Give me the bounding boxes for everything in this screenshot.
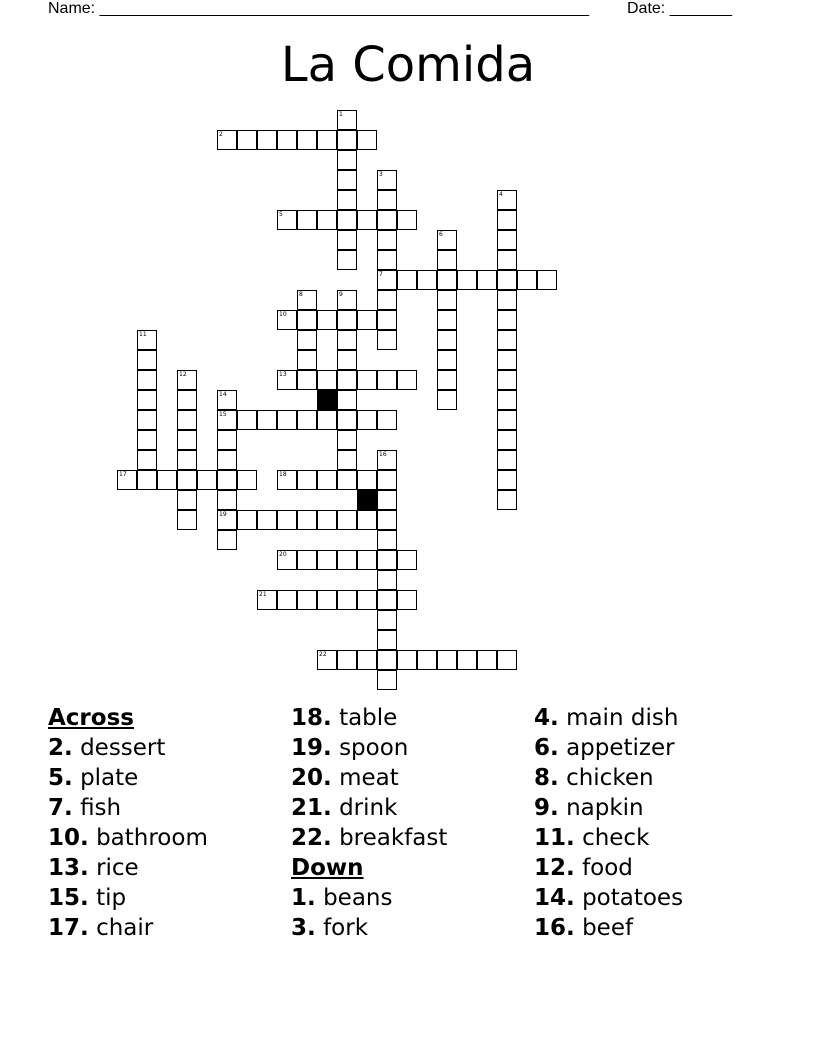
crossword-cell[interactable] — [437, 650, 457, 670]
across-clue — [291, 793, 447, 823]
crossword-cell[interactable] — [357, 470, 377, 490]
crossword-cell[interactable] — [117, 470, 137, 490]
cell-number: 11 — [139, 331, 147, 338]
crossword-cell[interactable] — [137, 410, 157, 430]
clue-number: 6. — [534, 735, 559, 761]
crossword-cell[interactable] — [297, 210, 317, 230]
crossword-cell[interactable] — [137, 430, 157, 450]
crossword-cell[interactable] — [377, 630, 397, 650]
crossword-cell[interactable] — [297, 510, 317, 530]
cell-number: 14 — [219, 391, 227, 398]
crossword-cell[interactable] — [377, 550, 397, 570]
page-title: La Comida — [280, 37, 536, 93]
crossword-cell[interactable] — [397, 550, 417, 570]
crossword-cell[interactable] — [297, 470, 317, 490]
clue-column-1 — [48, 703, 208, 943]
crossword-cell[interactable] — [357, 550, 377, 570]
crossword-cell[interactable] — [357, 130, 377, 150]
crossword-cell[interactable] — [437, 350, 457, 370]
date-field-label: Date: _______ — [627, 0, 732, 17]
crossword-cell[interactable] — [397, 210, 417, 230]
crossword-cell[interactable] — [217, 430, 237, 450]
crossword-cell[interactable] — [177, 390, 197, 410]
across-clue — [48, 883, 208, 913]
across-clue — [48, 913, 208, 943]
crossword-cell[interactable] — [417, 650, 437, 670]
crossword-cell[interactable] — [377, 490, 397, 510]
crossword-cell[interactable] — [317, 470, 337, 490]
across-clue — [48, 793, 208, 823]
crossword-cell[interactable] — [497, 410, 517, 430]
crossword-cell[interactable] — [137, 350, 157, 370]
clue-text: check — [582, 825, 650, 851]
crossword-cell[interactable] — [497, 310, 517, 330]
crossword-cell[interactable] — [277, 590, 297, 610]
crossword-cell[interactable] — [377, 410, 397, 430]
crossword-cell[interactable] — [337, 170, 357, 190]
crossword-cell[interactable] — [317, 130, 337, 150]
cell-number: 17 — [119, 471, 127, 478]
down-clue — [534, 883, 683, 913]
crossword-cell[interactable] — [277, 550, 297, 570]
clue-text: appetizer — [566, 735, 675, 761]
crossword-cell[interactable] — [337, 210, 357, 230]
crossword-cell[interactable] — [237, 410, 257, 430]
crossword-cell[interactable] — [337, 370, 357, 390]
crossword-cell[interactable] — [337, 290, 357, 310]
crossword-cell[interactable] — [337, 470, 357, 490]
crossword-cell[interactable] — [257, 510, 277, 530]
across-clue — [48, 823, 208, 853]
crossword-cell[interactable] — [137, 330, 157, 350]
clue-text: tip — [96, 885, 127, 911]
across-clue — [291, 733, 447, 763]
crossword-cell[interactable] — [257, 130, 277, 150]
crossword-cell[interactable] — [297, 350, 317, 370]
crossword-cell[interactable] — [377, 530, 397, 550]
down-clue — [534, 793, 683, 823]
cell-number: 19 — [219, 511, 227, 518]
crossword-cell[interactable] — [377, 230, 397, 250]
crossword-cell[interactable] — [337, 150, 357, 170]
clue-text: beans — [323, 885, 393, 911]
crossword-cell[interactable] — [277, 410, 297, 430]
across-heading: Across — [48, 705, 134, 731]
crossword-cell[interactable] — [337, 410, 357, 430]
crossword-cell[interactable] — [357, 410, 377, 430]
crossword-cell[interactable] — [357, 370, 377, 390]
clue-text: chicken — [566, 765, 654, 791]
crossword-cell[interactable] — [277, 130, 297, 150]
crossword-cell[interactable] — [157, 470, 177, 490]
clue-text: food — [582, 855, 633, 881]
crossword-cell[interactable] — [177, 450, 197, 470]
crossword-cell[interactable] — [177, 490, 197, 510]
clue-text: rice — [96, 855, 139, 881]
crossword-cell[interactable] — [237, 130, 257, 150]
crossword-cell[interactable] — [317, 310, 337, 330]
crossword-cell[interactable] — [137, 370, 157, 390]
cell-number: 13 — [279, 371, 287, 378]
clue-text: breakfast — [339, 825, 448, 851]
crossword-cell[interactable] — [277, 210, 297, 230]
clue-text: napkin — [566, 795, 644, 821]
clue-number: 8. — [534, 765, 559, 791]
clue-number: 15. — [48, 885, 89, 911]
crossword-cell[interactable] — [377, 570, 397, 590]
crossword-cell[interactable] — [217, 450, 237, 470]
across-clue — [48, 763, 208, 793]
crossword-cell[interactable] — [497, 210, 517, 230]
crossword-cell[interactable] — [497, 370, 517, 390]
crossword-cell[interactable] — [277, 310, 297, 330]
cell-number: 18 — [279, 471, 287, 478]
down-clue — [534, 763, 683, 793]
crossword-cell[interactable] — [377, 290, 397, 310]
clue-number: 3. — [291, 915, 316, 941]
crossword-cell[interactable] — [497, 290, 517, 310]
crossword-cell[interactable] — [377, 170, 397, 190]
crossword-cell[interactable] — [337, 350, 357, 370]
name-field-label: Name: _______________________________________________________ — [48, 0, 589, 17]
crossword-cell[interactable] — [377, 470, 397, 490]
down-clue — [534, 913, 683, 943]
clue-text: fork — [323, 915, 369, 941]
clue-number: 2. — [48, 735, 73, 761]
clue-number: 11. — [534, 825, 575, 851]
cell-number: 6 — [439, 231, 443, 238]
clue-number: 10. — [48, 825, 89, 851]
crossword-cell[interactable] — [217, 510, 237, 530]
across-clue — [48, 733, 208, 763]
crossword-cell[interactable] — [357, 210, 377, 230]
clue-number: 1. — [291, 885, 316, 911]
crossword-cell[interactable] — [377, 250, 397, 270]
crossword-cell[interactable] — [297, 590, 317, 610]
clue-number: 9. — [534, 795, 559, 821]
clue-text: plate — [80, 765, 139, 791]
crossword-cell[interactable] — [257, 410, 277, 430]
crossword-cell[interactable] — [337, 590, 357, 610]
crossword-cell[interactable] — [277, 510, 297, 530]
crossword-cell[interactable] — [397, 590, 417, 610]
cell-number: 15 — [219, 411, 227, 418]
crossword-cell[interactable] — [297, 130, 317, 150]
cell-number: 4 — [499, 191, 503, 198]
crossword-cell[interactable] — [337, 310, 357, 330]
across-clue — [291, 703, 447, 733]
clue-number: 4. — [534, 705, 559, 731]
crossword-cell[interactable] — [277, 370, 297, 390]
crossword-cell[interactable] — [357, 650, 377, 670]
crossword-cell[interactable] — [317, 510, 337, 530]
crossword-cell[interactable] — [457, 650, 477, 670]
crossword-cell[interactable] — [497, 430, 517, 450]
crossword-cell[interactable] — [417, 270, 437, 290]
crossword-cell[interactable] — [437, 370, 457, 390]
clue-number: 5. — [48, 765, 73, 791]
crossword-cell[interactable] — [357, 510, 377, 530]
crossword-cell[interactable] — [377, 510, 397, 530]
crossword-cell[interactable] — [497, 190, 517, 210]
crossword-cell[interactable] — [177, 470, 197, 490]
clue-number: 7. — [48, 795, 73, 821]
cell-number: 12 — [179, 371, 187, 378]
crossword-black-cell — [317, 390, 337, 410]
crossword-cell[interactable] — [297, 370, 317, 390]
crossword-cell[interactable] — [437, 230, 457, 250]
clue-text: potatoes — [582, 885, 684, 911]
crossword-cell[interactable] — [317, 210, 337, 230]
crossword-cell[interactable] — [177, 370, 197, 390]
crossword-cell[interactable] — [337, 250, 357, 270]
crossword-cell[interactable] — [477, 650, 497, 670]
clue-text: main dish — [566, 705, 679, 731]
crossword-cell[interactable] — [317, 650, 337, 670]
crossword-cell[interactable] — [337, 550, 357, 570]
crossword-cell[interactable] — [437, 270, 457, 290]
cell-number: 2 — [219, 131, 223, 138]
down-heading: Down — [291, 855, 364, 881]
down-clue — [534, 823, 683, 853]
crossword-cell[interactable] — [337, 190, 357, 210]
crossword-cell[interactable] — [377, 450, 397, 470]
crossword-cell[interactable] — [437, 330, 457, 350]
crossword-cell[interactable] — [137, 390, 157, 410]
cell-number: 1 — [339, 111, 343, 118]
clue-number: 21. — [291, 795, 332, 821]
crossword-cell[interactable] — [437, 310, 457, 330]
crossword-cell[interactable] — [377, 610, 397, 630]
crossword-cell[interactable] — [537, 270, 557, 290]
crossword-cell[interactable] — [497, 490, 517, 510]
crossword-cell[interactable] — [497, 470, 517, 490]
crossword-cell[interactable] — [397, 270, 417, 290]
crossword-cell[interactable] — [497, 450, 517, 470]
crossword-cell[interactable] — [177, 410, 197, 430]
crossword-cell[interactable] — [337, 110, 357, 130]
crossword-cell[interactable] — [497, 270, 517, 290]
cell-number: 10 — [279, 311, 287, 318]
clue-number: 16. — [534, 915, 575, 941]
crossword-cell[interactable] — [317, 550, 337, 570]
cell-number: 21 — [259, 591, 267, 598]
crossword-cell[interactable] — [217, 390, 237, 410]
crossword-cell[interactable] — [297, 550, 317, 570]
crossword-cell[interactable] — [337, 510, 357, 530]
crossword-cell[interactable] — [277, 470, 297, 490]
crossword-cell[interactable] — [457, 270, 477, 290]
crossword-cell[interactable] — [377, 370, 397, 390]
crossword-cell[interactable] — [497, 350, 517, 370]
crossword-cell[interactable] — [357, 590, 377, 610]
crossword-cell[interactable] — [437, 290, 457, 310]
clue-number: 13. — [48, 855, 89, 881]
down-clue — [291, 913, 447, 943]
cell-number: 8 — [299, 291, 303, 298]
clue-text: fish — [80, 795, 122, 821]
crossword-cell[interactable] — [177, 430, 197, 450]
crossword-cell[interactable] — [397, 650, 417, 670]
crossword-cell[interactable] — [377, 310, 397, 330]
crossword-cell[interactable] — [377, 590, 397, 610]
cell-number: 5 — [279, 211, 283, 218]
clue-text: dessert — [80, 735, 166, 761]
crossword-cell[interactable] — [297, 410, 317, 430]
crossword-cell[interactable] — [497, 230, 517, 250]
crossword-cell[interactable] — [297, 310, 317, 330]
across-clue — [291, 823, 447, 853]
clue-text: chair — [96, 915, 154, 941]
crossword-cell[interactable] — [357, 310, 377, 330]
across-clue — [291, 763, 447, 793]
crossword-cell[interactable] — [337, 450, 357, 470]
crossword-cell[interactable] — [477, 270, 497, 290]
crossword-cell[interactable] — [497, 390, 517, 410]
crossword-cell[interactable] — [317, 410, 337, 430]
crossword-cell[interactable] — [217, 130, 237, 150]
crossword-cell[interactable] — [397, 370, 417, 390]
down-clue — [291, 883, 447, 913]
crossword-cell[interactable] — [337, 430, 357, 450]
crossword-cell[interactable] — [497, 650, 517, 670]
crossword-cell[interactable] — [517, 270, 537, 290]
clue-text: drink — [339, 795, 398, 821]
clue-number: 17. — [48, 915, 89, 941]
clue-number: 19. — [291, 735, 332, 761]
clue-text: spoon — [339, 735, 409, 761]
crossword-cell[interactable] — [317, 370, 337, 390]
clue-number: 12. — [534, 855, 575, 881]
crossword-cell[interactable] — [257, 590, 277, 610]
cell-number: 9 — [339, 291, 343, 298]
clue-text: bathroom — [96, 825, 208, 851]
down-clue — [534, 733, 683, 763]
clue-text: table — [339, 705, 398, 731]
clue-number: 18. — [291, 705, 332, 731]
crossword-cell[interactable] — [437, 390, 457, 410]
across-clue — [48, 853, 208, 883]
crossword-cell[interactable] — [297, 290, 317, 310]
crossword-cell[interactable] — [337, 230, 357, 250]
crossword-cell[interactable] — [197, 470, 217, 490]
crossword-cell[interactable] — [217, 410, 237, 430]
clue-number: 22. — [291, 825, 332, 851]
crossword-black-cell — [357, 490, 377, 510]
clue-column-2 — [291, 703, 447, 943]
crossword-cell[interactable] — [297, 330, 317, 350]
crossword-cell[interactable] — [177, 510, 197, 530]
cell-number: 22 — [319, 651, 327, 658]
crossword-cell[interactable] — [317, 590, 337, 610]
cell-number: 16 — [379, 451, 387, 458]
crossword-cell[interactable] — [377, 330, 397, 350]
clue-number: 14. — [534, 885, 575, 911]
crossword-cell[interactable] — [337, 330, 357, 350]
crossword-cell[interactable] — [377, 650, 397, 670]
crossword-cell[interactable] — [497, 250, 517, 270]
crossword-cell[interactable] — [337, 390, 357, 410]
crossword-cell[interactable] — [217, 530, 237, 550]
cell-number: 20 — [279, 551, 287, 558]
crossword-cell[interactable] — [137, 470, 157, 490]
down-clue — [534, 853, 683, 883]
crossword-cell[interactable] — [377, 270, 397, 290]
crossword-cell[interactable] — [437, 250, 457, 270]
clue-number: 20. — [291, 765, 332, 791]
crossword-cell[interactable] — [237, 470, 257, 490]
clue-column-3 — [534, 703, 683, 943]
crossword-cell[interactable] — [377, 190, 397, 210]
clue-text: meat — [339, 765, 399, 791]
crossword-cell[interactable] — [237, 510, 257, 530]
crossword-cell[interactable] — [497, 330, 517, 350]
crossword-cell[interactable] — [337, 130, 357, 150]
down-clue — [534, 703, 683, 733]
cell-number: 7 — [379, 271, 383, 278]
crossword-cell[interactable] — [377, 670, 397, 690]
crossword-cell[interactable] — [337, 650, 357, 670]
crossword-cell[interactable] — [137, 450, 157, 470]
crossword-cell[interactable] — [217, 470, 237, 490]
crossword-cell[interactable] — [217, 490, 237, 510]
crossword-cell[interactable] — [377, 210, 397, 230]
clue-text: beef — [582, 915, 634, 941]
cell-number: 3 — [379, 171, 383, 178]
